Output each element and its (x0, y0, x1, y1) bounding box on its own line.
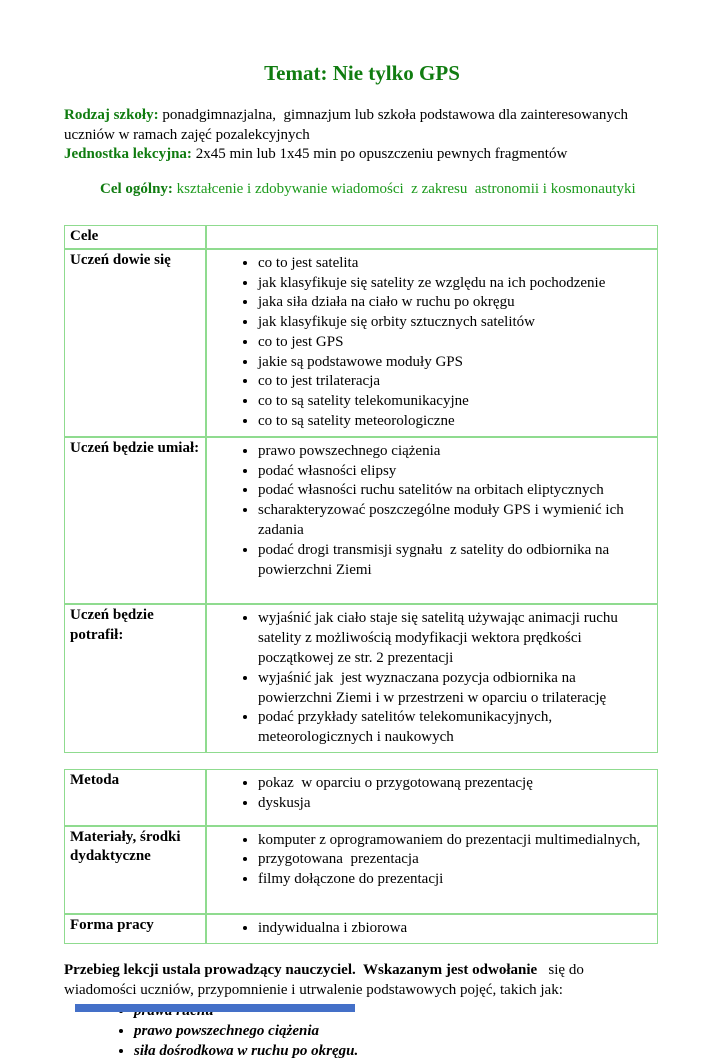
bullet-item: • co to jest satelita (258, 254, 652, 274)
row-label-cell: Uczeń będzie umiał: (64, 437, 206, 605)
bullet-item: • siła dośrodkowa w ruchu po okręgu. (134, 1042, 660, 1062)
row-content-cell (206, 437, 658, 605)
bullet-item: • podać przykłady satelitów telekomunikacyjnych, meteorologicznych i naukowych (258, 708, 652, 748)
row-label-cell: Materiały, środki dydaktyczne (64, 826, 206, 914)
row-content-cell (206, 769, 658, 826)
general-goal-line (64, 180, 660, 200)
intro-paragraph (64, 106, 660, 165)
bullet-list (212, 774, 652, 814)
school-type-line (64, 106, 660, 146)
bullet-item: • jakie są podstawowe moduły GPS (258, 353, 652, 373)
bullet-list (212, 254, 652, 432)
table-row (64, 225, 658, 249)
bullet-item: • filmy dołączone do prezentacji (258, 870, 652, 890)
bullet-item: • jak klasyfikuje się orbity sztucznych satelitów (258, 313, 652, 333)
table-row (64, 604, 658, 753)
bullet-item: • przygotowana prezentacja (258, 850, 652, 870)
school-type-text: ponadgimnazjalna, gimnazjum lub szkoła podstawowa dla zainteresowanych uczniów w ramach zajęć pozalekcyjnych (64, 106, 632, 143)
general-goal-label: Cel ogólny: (100, 181, 173, 198)
bullet-item: • wyjaśnić jak jest wyznaczana pozycja odbiornika na powierzchni Ziemi i w przestrzeni w oparciu o trilaterację (258, 669, 652, 709)
bullet-item: • podać drogi transmisji sygnału z satelity do odbiornika na powierzchni Ziemi (258, 541, 652, 581)
table-row (64, 249, 658, 437)
bullet-item: • indywidualna i zbiorowa (258, 919, 652, 939)
bullet-item: • prawo powszechnego ciążenia (258, 442, 652, 462)
bullet-item: • komputer z oprogramowaniem do prezentacji multimedialnych, (258, 831, 652, 851)
bullet-item: • prawo powszechnego ciążenia (134, 1022, 660, 1042)
bullet-list (212, 919, 652, 939)
row-content-cell (206, 914, 658, 944)
row-label-cell: Uczeń będzie potrafił: (64, 604, 206, 753)
bullet-list (212, 831, 652, 890)
bullet-item: • co to jest GPS (258, 333, 652, 353)
row-label-cell: Forma pracy (64, 914, 206, 944)
row-content-cell (206, 826, 658, 914)
bottom-blue-bar (75, 1004, 355, 1012)
lesson-flow-bold-text: Przebieg lekcji ustala prowadzący nauczyciel. Wskazanym jest odwołanie (64, 961, 538, 978)
bullet-item: • jak klasyfikuje się satelity ze względu na ich pochodzenie (258, 274, 652, 294)
lesson-flow-paragraph (64, 961, 660, 1001)
row-label-cell: Metoda (64, 769, 206, 826)
bullet-item: • scharakteryzować poszczególne moduły GPS i wymienić ich zadania (258, 501, 652, 541)
table-row (64, 914, 658, 944)
lesson-unit-text: 2x45 min lub 1x45 min po opuszczeniu pewnych fragmentów (191, 146, 568, 163)
school-type-label: Rodzaj szkoły: (64, 106, 159, 123)
bullet-item: • podać własności ruchu satelitów na orbitach eliptycznych (258, 481, 652, 501)
general-goal-text: kształcenie i zdobywanie wiadomości z zakresu astronomii i kosmonautyki (172, 181, 636, 198)
table-row (64, 437, 658, 605)
bullet-item: • jaka siła działa na ciało w ruchu po okręgu (258, 293, 652, 313)
bullet-item: • co to są satelity meteorologiczne (258, 412, 652, 432)
bullet-item: • co to są satelity telekomunikacyjne (258, 392, 652, 412)
row-content-cell (206, 604, 658, 753)
bullet-item: • wyjaśnić jak ciało staje się satelitą używając animacji ruchu satelity z możliwością modyfikacji wektora prędkości początkowej ze str. 2 prezentacji (258, 609, 652, 668)
row-label-cell: Uczeń dowie się (64, 249, 206, 437)
bullet-item: • pokaz w oparciu o przygotowaną prezentację (258, 774, 652, 794)
goals-header-cell: Cele (64, 225, 206, 249)
page-title: Temat: Nie tylko GPS (264, 61, 460, 85)
table-row (64, 769, 658, 826)
row-content-cell (206, 249, 658, 437)
bullet-item: • dyskusja (258, 794, 652, 814)
method-table (64, 769, 658, 944)
goals-table (64, 225, 658, 753)
bullet-list (212, 442, 652, 581)
bullet-list (212, 609, 652, 748)
bullet-item: • co to jest trilateracja (258, 372, 652, 392)
lesson-flow-regular-text: się do wiadomości uczniów, przypomnienie i utrwalenie podstawowych pojęć, takich jak: (64, 961, 588, 998)
table-row (64, 826, 658, 914)
lesson-unit-line (64, 145, 660, 165)
bullet-item: • podać własności elipsy (258, 462, 652, 482)
goals-header-empty-cell (206, 225, 658, 249)
lesson-unit-label: Jednostka lekcyjna: (64, 146, 192, 163)
